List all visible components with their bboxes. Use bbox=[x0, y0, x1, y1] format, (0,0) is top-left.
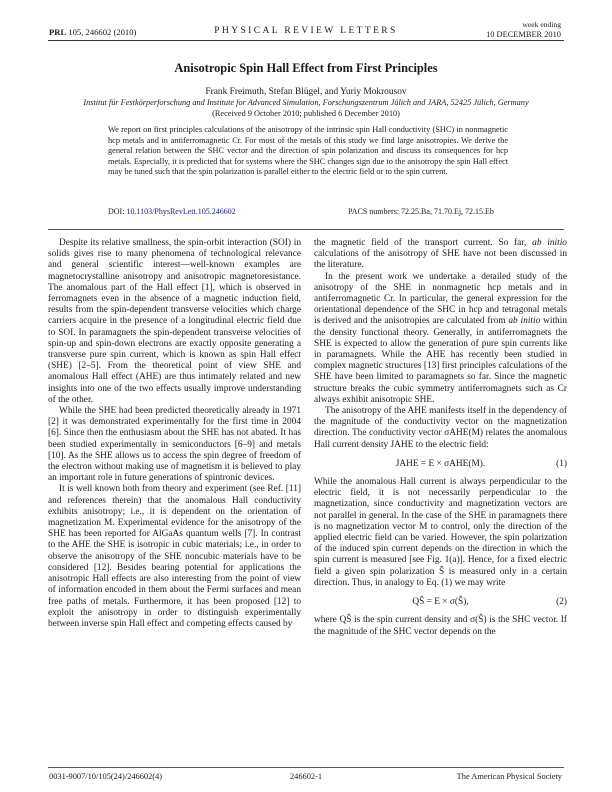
equation-number: (1) bbox=[556, 458, 567, 469]
text-run: within the density functional theory. Generally, in antiferromagnets the SHE is expected to allow the generation of pure spin currents like in paramagnets. While the AHE has recently been studied in complex magnetic structures [13] first principles calculations of the SHE have been limited to paramagnets so far. Since the magnetic structure breaks the cubic symmetry antiferromagnets such as Cr always exhibit anisotropic SHE. bbox=[314, 316, 567, 405]
journal-abbrev: PRL bbox=[49, 27, 67, 37]
pacs-numbers: PACS numbers: 72.25.Ba, 71.70.Ej, 72.15.Eb bbox=[348, 207, 494, 216]
right-column bbox=[314, 238, 567, 638]
paragraph: Despite its relative smallness, the spin-orbit interaction (SOI) in solids gives rise to many phenomena of technological relevance and general scientific interest—well-known examples are magnetocrystalline anisotropy and anisotropic magnetoresistance. The anomalous part of the Hall effect [1], which is observed in ferromagnets even in the absence of a magnetic induction field, results from the spin-dependent transverse velocities which charge carriers acquire in the presence of a longitudinal electric field due to SOI. In paramagnets the spin-dependent transverse velocities of spin-up and spin-down electrons are exactly opposite generating a transverse pure spin current, which is known as spin Hall effect (SHE) [2–5]. From the theoretical point of view SHE and anomalous Hall effect (AHE) are thus intimately related and new insights into one of the two effects usually improve understanding of the other. bbox=[48, 238, 301, 405]
body-rule bbox=[48, 229, 564, 230]
page-number: 246602-1 bbox=[289, 772, 323, 781]
left-column bbox=[48, 238, 301, 630]
week-label: week ending bbox=[522, 20, 561, 29]
equation-number: (2) bbox=[556, 597, 567, 608]
article-code: 0031-9007/10/105(24)/246602(4) bbox=[49, 772, 163, 781]
week-date: 10 DECEMBER 2010 bbox=[486, 29, 561, 39]
doi bbox=[108, 207, 236, 216]
footer-rule bbox=[48, 767, 564, 768]
abstract: We report on first principles calculations of the anisotropy of the intrinsic spin Hall conductivity (SHC) in nonmagnetic hcp metals and in antiferromagnetic Cr. For most of the metals of this study we find large anisotropies. We derive the general relation between the SHC vector and the direction of spin polarization and discuss its consequences for hcp metals. Especially, it is predicted that for systems where the SHC changes sign due to the anisotropy the spin Hall effect may be tuned such that the spin polarization is parallel either to the electric field or to the spin current. bbox=[108, 125, 508, 177]
doi-label: DOI: bbox=[108, 207, 125, 216]
issue-date bbox=[486, 20, 561, 39]
header-rule bbox=[48, 40, 564, 41]
paragraph: where QŜ is the spin current density and σ(Ŝ) is the SHC vector. If the magnitude of the SHC vector depends on the bbox=[314, 615, 567, 637]
equation-body: JAHE = E × σAHE(M). bbox=[395, 458, 486, 469]
italic-run: ab initio bbox=[532, 238, 567, 248]
affiliation: Institut für Festkörperforschung and Institute for Advanced Simulation, Forschungszentrum Jülich and JARA, 52425 Jülich, Germany bbox=[83, 98, 529, 107]
text-run: In the present work we undertake a detailed study of the anisotropy of the SHE in nonmagnetic hcp metals and in antiferromagnetic Cr. In particular, the general expression for the orientational dependence of the SHC in hcp and tetragonal metals is derived and the anisotropies are calculated from bbox=[314, 271, 567, 327]
paragraph: While the anomalous Hall current is always perpendicular to the electric field, it is not necessarily perpendicular to the magnetization, since conductivity and magnetization vectors are not parallel in general. In the case of the SHE in paramagnets there is no magnetization vector M to control, only the direction of the applied electric field can be varied. However, the spin polarization of the induced spin current depends on the direction in which the spin current is measured [see Fig. 1(a)]. Hence, for a fixed electric field a given spin polarization Ŝ is measured only in a certain direction. Thus, in analogy to Eq. (1) we may write bbox=[314, 477, 567, 588]
received-dates: (Received 9 October 2010; published 6 December 2010) bbox=[212, 109, 400, 118]
journal-volume: 105, 246602 (2010) bbox=[66, 27, 137, 37]
publisher: The American Physical Society bbox=[456, 772, 562, 781]
paragraph: The anisotropy of the AHE manifests itself in the dependency of the magnitude of the conductivity vector on the magnetization direction. The conductivity vector σAHE(M) relates the anomalous Hall current density JAHE to the electric field: bbox=[314, 406, 567, 450]
equation-1 bbox=[314, 459, 567, 470]
text-run: calculations of the anisotropy of SHE have not been discussed in the literature. bbox=[314, 249, 567, 271]
text-run: the magnetic field of the transport current. So far, bbox=[314, 238, 533, 248]
author-list: Frank Freimuth, Stefan Blügel, and Yuriy Mokrousov bbox=[205, 87, 407, 97]
paragraph: While the SHE had been predicted theoretically already in 1971 [2] it was demonstrated experimentally for the first time in 2004 [6]. Since then the enthusiasm about the SHE has not abated. It has been studied experimentally in semiconductors [6–9] and metals [10]. As the SHE allows us to access the spin degree of freedom of the electron without making use of magnetism it is believed to play an important role in future generations of spintronic devices. bbox=[48, 406, 301, 484]
paragraph bbox=[314, 272, 567, 406]
equation-body: QŜ = E × σ(Ŝ), bbox=[412, 597, 469, 608]
paragraph bbox=[314, 238, 567, 272]
italic-run: ab initio bbox=[508, 316, 541, 327]
paragraph: It is well known both from theory and experiment (see Ref. [11] and references therein) that the anomalous Hall conductivity exhibits anisotropy; i.e., it is dependent on the orientation of magnetization M. Experimental evidence for the anisotropy of the SHE has been reported for AlGaAs quantum wells [7]. In contrast to the AHE the SHE is isotropic in cubic materials; i.e., in order to observe the anisotropy of the SHE noncubic materials have to be considered [12]. Besides bearing potential for applications the anisotropic Hall effects are also interesting from the point of view of information encoded in them about the Fermi surfaces and mean free paths of metals. Furthermore, it has been proposed [12] to exploit the anisotropy in order to distinguish experimentally between inverse spin Hall effect and competing effects caused by bbox=[48, 484, 301, 629]
paper-title: Anisotropic Spin Hall Effect from First Principles bbox=[174, 61, 438, 75]
equation-2 bbox=[314, 597, 567, 608]
journal-name: PHYSICAL REVIEW LETTERS bbox=[214, 26, 398, 36]
doi-link[interactable]: 10.1103/PhysRevLett.105.246602 bbox=[126, 207, 236, 216]
